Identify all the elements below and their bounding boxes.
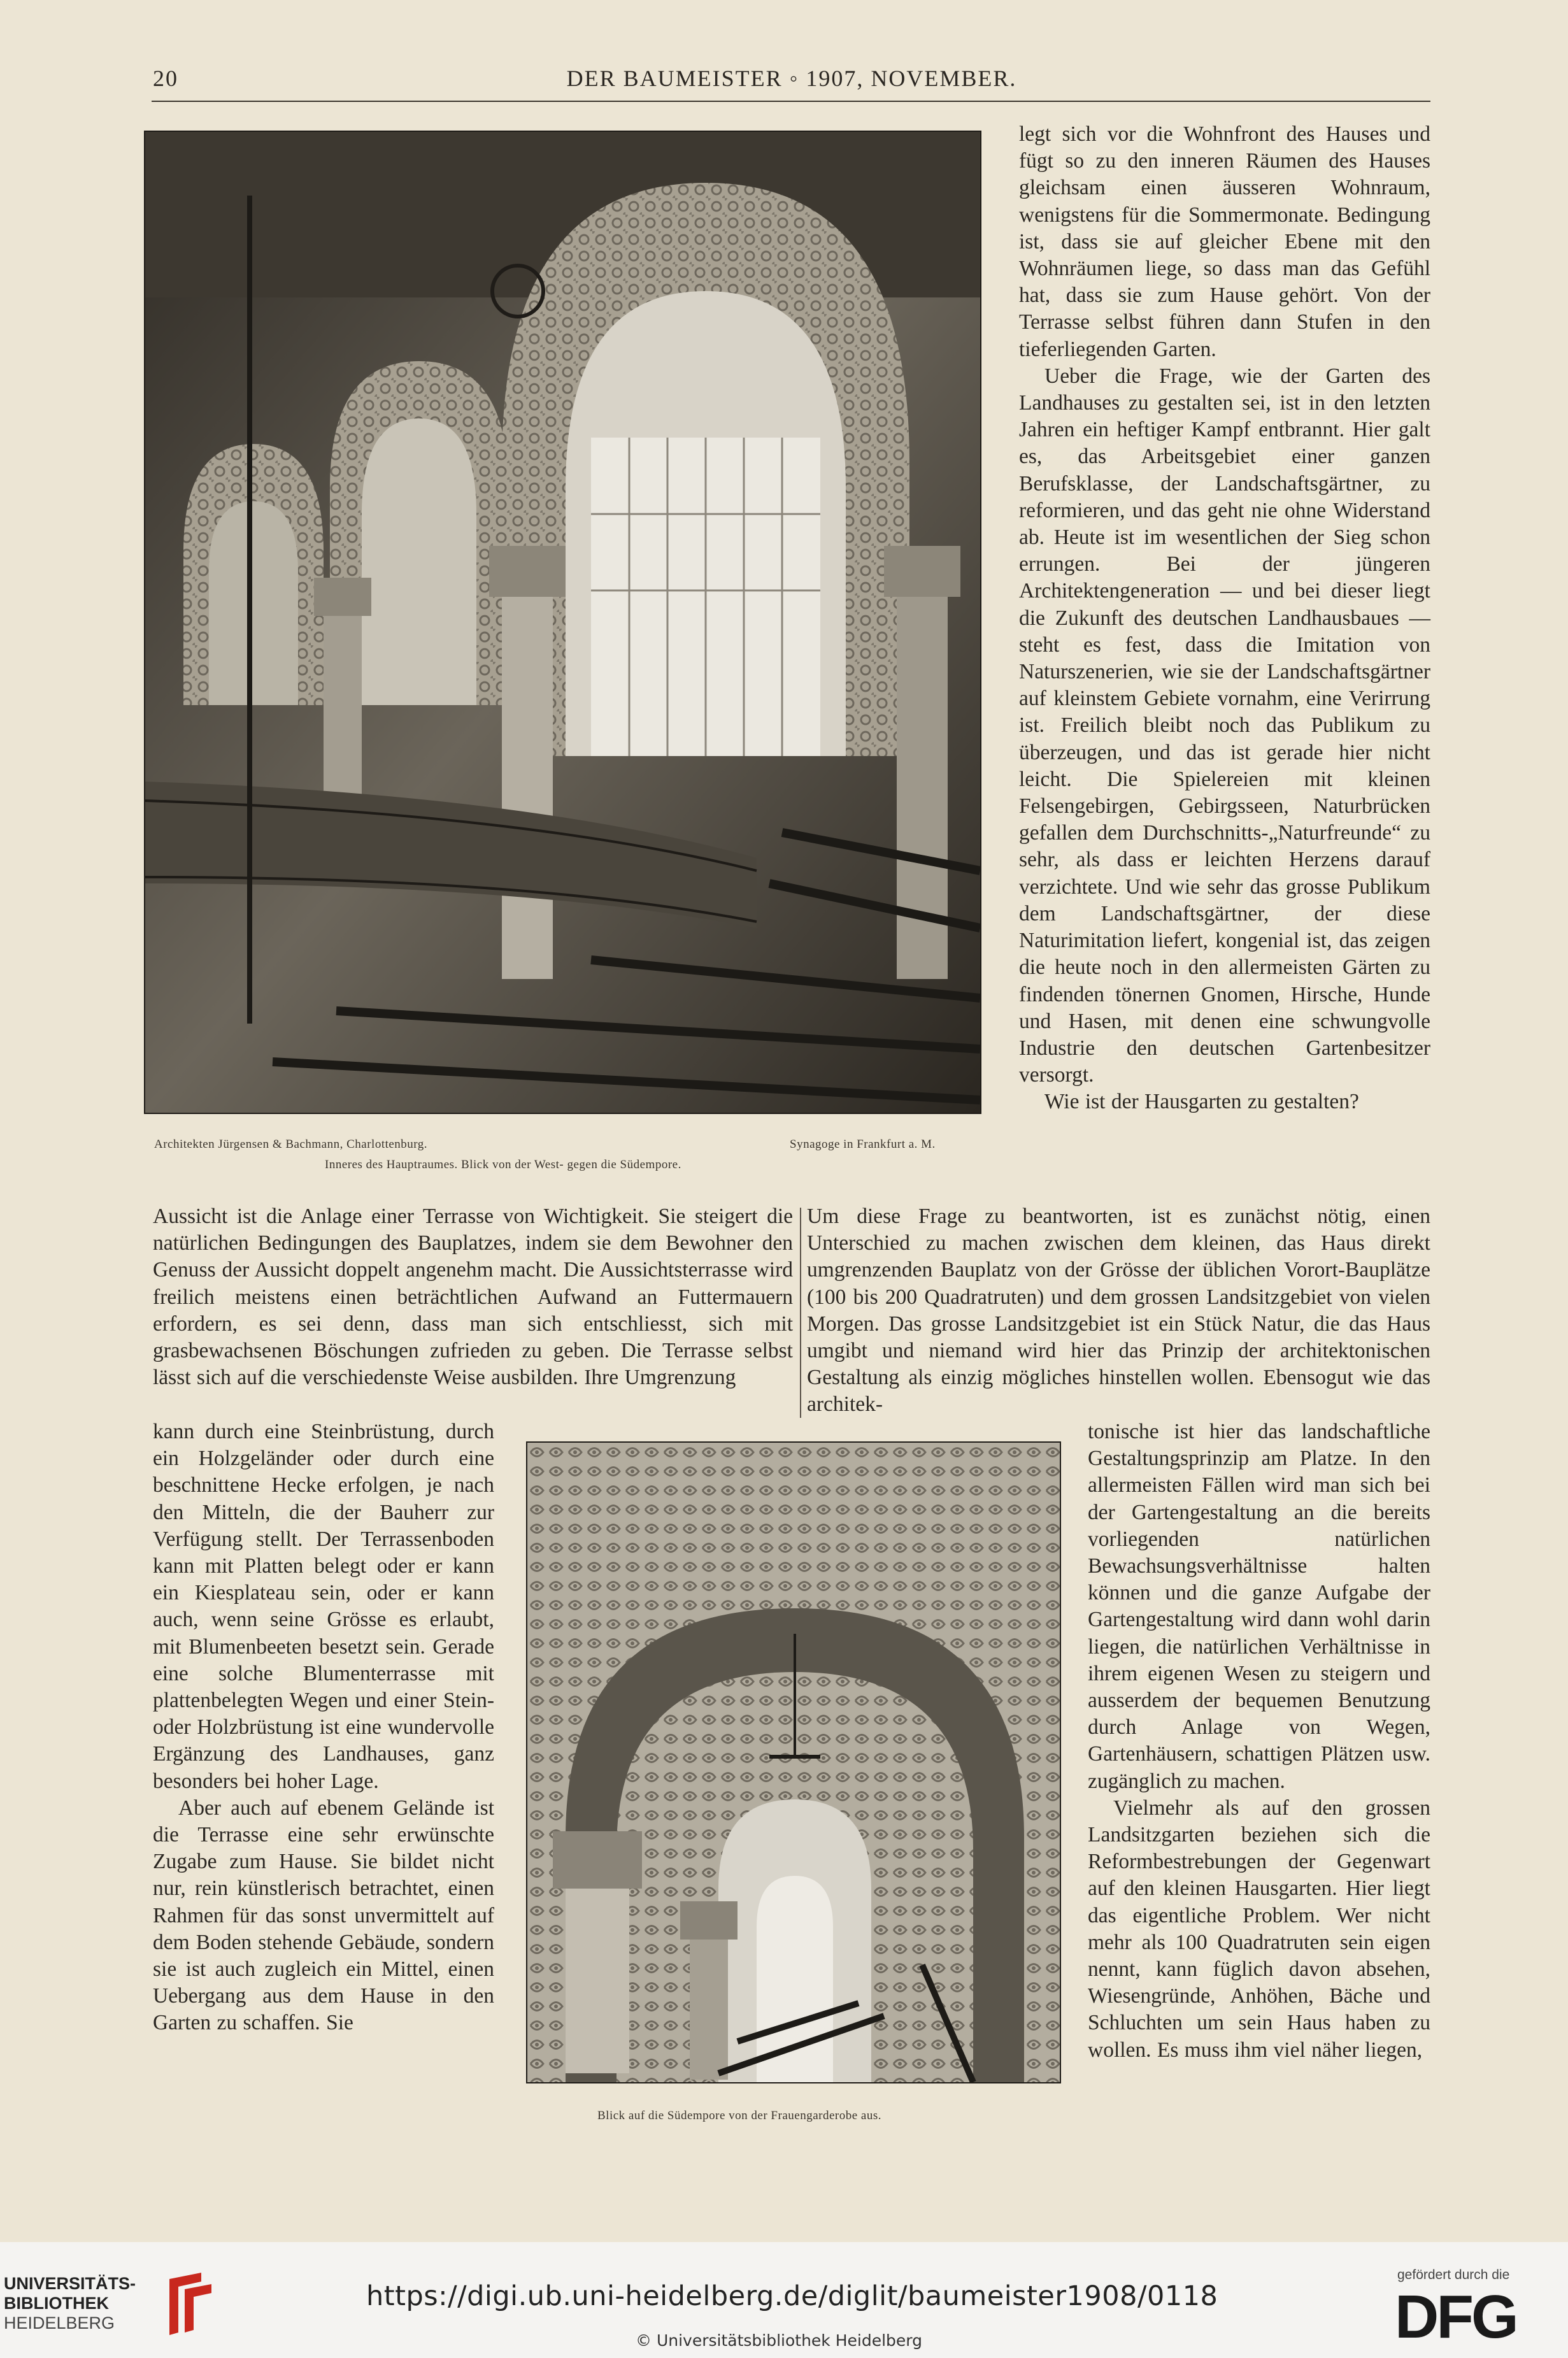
- paragraph-question: Wie ist der Hausgarten zu gestalten?: [1044, 1090, 1359, 1114]
- paragraph: Um diese Frage zu beantworten, ist es zunächst nötig, einen Unterschied zu machen zwischen dem kleinen, das Haus direkt umgrenzenden Bauplatz von der Grösse der üblichen Vorort-Bauplätze (100 bis 200 Quadratruten) und dem grossen Landsitzgebiet von vielen Morgen. Das grosse Landsitzgebiet ist ein Stück Natur, die das Haus umgibt und niemand wird hier das Prinzip der architektonischen Gestaltung als einzig mögliches hinstellen wollen. Ebensogut wie das architek-: [807, 1204, 1430, 1417]
- dfg-logo-text: DFG: [1395, 2288, 1516, 2345]
- journal-title: DER BAUMEISTER ◦ 1907, NOVEMBER.: [566, 66, 1017, 91]
- page-header: [153, 62, 1430, 101]
- library-name-line3: HEIDELBERG: [4, 2313, 115, 2333]
- page-number: 20: [153, 66, 178, 91]
- paragraph: legt sich vor die Wohnfront des Hauses und fügt so zu den inneren Räumen des Hauses gleichsam einen äusseren Wohnraum, wenigstens für die Sommermonate. Bedingung ist, dass sie auf gleicher Ebene mit den Wohnräumen liege, so dass man das Gefühl hat, dass sie zum Hause gehört. Von der Terrasse selbst führen dann Stufen in den tieferliegenden Garten.: [1019, 122, 1430, 361]
- university-library-emblem-icon: [157, 2273, 215, 2339]
- university-library-logo[interactable]: [4, 2274, 136, 2333]
- photo1-caption-location: Synagoge in Frankfurt a. M.: [790, 1138, 936, 1151]
- photo2-caption: Blick auf die Südempore von der Frauengarderobe aus.: [597, 2109, 881, 2122]
- text-column-left-middle: [153, 1203, 793, 1391]
- paragraph: Vielmehr als auf den grossen Landsitzgarten beziehen sich die Reformbestrebungen der Gegenwart auf den kleinen Hausgarten. Hier liegt das eigentliche Problem. Wer nicht mehr als 100 Quadratruten sein eigen nennt, kann füglich davon absehen, Wiesengründe, Anhöhen, Bäche und Schluchten um sein Haus haben zu wollen. Es muss ihm viel näher liegen,: [1088, 1796, 1430, 2062]
- text-column-left-bottom: [153, 1418, 494, 2037]
- paragraph: Ueber die Frage, wie der Garten des Landhauses zu gestalten sei, ist in den letzten Jahren ein heftiger Kampf entbrannt. Hier galt es, das Arbeitsgebiet einer ganzen Berufsklasse, der Landschaftsgärtner, zu reformieren, und das geht nie ohne Widerstand ab. Heute ist im wesentlichen der Sieg schon errungen. Bei der jüngeren Architektengeneration — und bei dieser liegt die Zukunft des deutschen Landhausbaues — steht es fest, dass die Imitation von Naturszenerien, wie sie der Landschaftsgärtner auf kleinstem Gebiete vornahm, eine Verirrung ist. Freilich bleibt noch das Publikum zu überzeugen, und das ist gerade hier nicht leicht. Die Spielereien mit kleinen Felsengebirgen, Gebirgsseen, Naturbrücken gefallen dem Durchschnitts-„Naturfreunde“ zu sehr, als dass er leichten Herzens darauf verzichtete. Und wie sehr das grosse Publikum dem Landschaftsgärtner, der diese Naturimitation liefert, kongenial ist, das zeigen die heute noch in den allermeisten Gärten zu findenden tönernen Gnomen, Hirsche, Hunde und Hasen, mit denen eine schwungvolle Industrie den deutschen Gartenbesitzer versorgt.: [1019, 364, 1430, 1087]
- south-gallery-photo: [526, 1441, 1061, 2083]
- paragraph: tonische ist hier das landschaftliche Gestaltungsprinzip am Platze. In den allermeisten Fällen wird man sich bei der Gartengestaltung an die bereits vorliegenden natürlichen Bewachsungsverhältnisse halten können und die ganze Aufgabe der Gartengestaltung wird dann wohl darin liegen, die natürlichen Verhältnisse in ihrem eigenen Wesen zu steigern und ausserdem der bequemen Benutzung durch Anlage von Wegen, Gartenhäusern, schattigen Plätzen usw. zugänglich zu machen.: [1088, 1420, 1430, 1793]
- paragraph: Aber auch auf ebenem Gelände ist die Terrasse eine sehr erwünschte Zugabe zum Hause. Sie bildet nicht nur, rein künstlerisch betrachtet, einen Rahmen für das sonst unvermittelt auf dem Boden stehende Gebäude, sondern sie ist auch zugleich ein Mittel, einen Uebergang aus dem Hause in den Garten zu schaffen. Sie: [153, 1796, 494, 2035]
- photo1-caption-architects: Architekten Jürgensen & Bachmann, Charlottenburg.: [154, 1138, 428, 1151]
- column-divider: [800, 1208, 801, 1418]
- library-name-line1: UNIVERSITÄTS-: [4, 2274, 136, 2293]
- copyright-notice: © Universitätsbibliothek Heidelberg: [636, 2331, 923, 2350]
- text-column-right-bottom: [1088, 1418, 1430, 2064]
- dfg-logo[interactable]: [1395, 2288, 1554, 2345]
- permalink-url[interactable]: https://digi.ub.uni-heidelberg.de/diglit/baumeister1908/0118: [366, 2280, 1218, 2312]
- paragraph: kann durch eine Steinbrüstung, durch ein Holzgeländer oder durch eine beschnittene Hecke erfolgen, je nach den Mitteln, die der Bauherr zur Verfügung stellt. Der Terrassenboden kann mit Platten belegt oder er kann ein Kiesplateau sein, oder er kann auch, wenn seine Grösse es erlaubt, mit Blumenbeeten besetzt sein. Gerade eine solche Blumenterrasse mit plattenbelegten Wegen und einer Stein- oder Holzbrüstung ist eine wundervolle Ergänzung des Landhauses, ganz besonders bei hoher Lage.: [153, 1420, 494, 1793]
- text-column-right-middle: [807, 1203, 1430, 1418]
- text-column-right-top: [1019, 121, 1430, 1116]
- digitization-footer: [0, 2242, 1568, 2358]
- paragraph: Aussicht ist die Anlage einer Terrasse von Wichtigkeit. Sie steigert die natürlichen Bedingungen des Bauplatzes, indem sie dem Bewohner den Genuss der Aussicht doppelt angenehm macht. Die Aussichtsterrasse wird freilich meistens einen beträchtlichen Aufwand an Futtermauern erfordern, es sei denn, dass man sich entschliesst, sich mit grasbewachsenen Böschungen zufrieden zu geben. Die Terrasse selbst lässt sich auf die verschiedenste Weise ausbilden. Ihre Umgrenzung: [153, 1204, 793, 1390]
- header-rule: [152, 101, 1430, 102]
- synagogue-interior-photo: [144, 131, 981, 1114]
- photo1-caption-description: Inneres des Hauptraumes. Blick von der West- gegen die Südempore.: [325, 1158, 681, 1171]
- funding-note: gefördert durch die: [1397, 2268, 1510, 2282]
- library-name-line2: BIBLIOTHEK: [4, 2294, 109, 2313]
